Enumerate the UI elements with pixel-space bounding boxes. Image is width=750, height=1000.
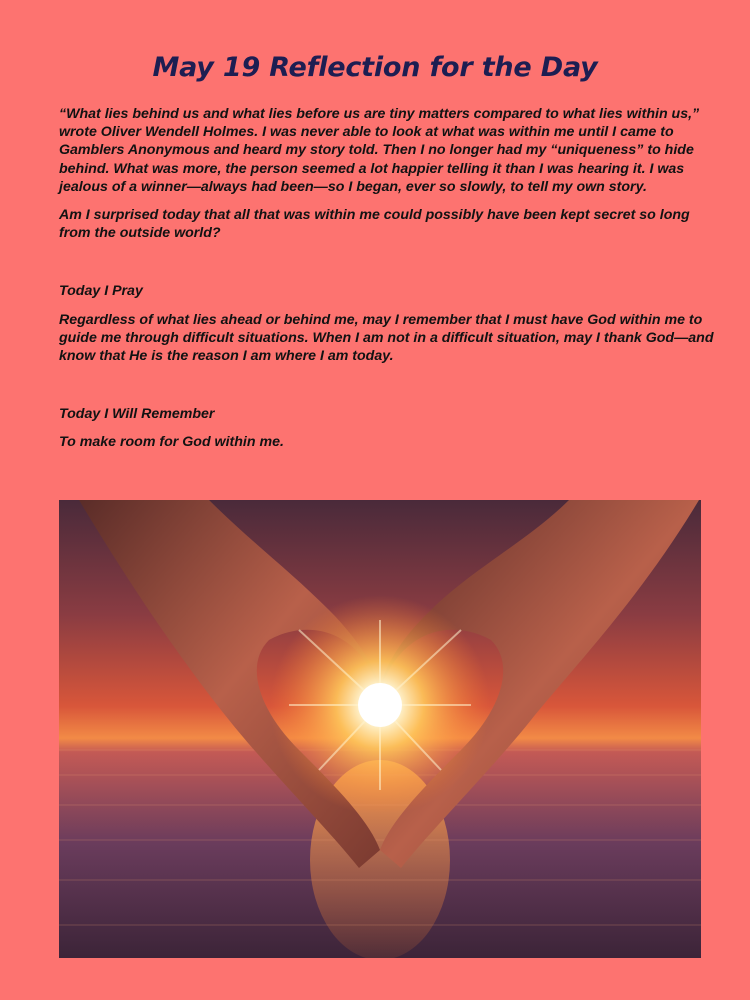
remember-heading: Today I Will Remember bbox=[59, 406, 215, 423]
reflection-content bbox=[59, 105, 715, 452]
prayer-heading: Today I Pray bbox=[59, 283, 143, 300]
heart-hands-sunset-photo bbox=[59, 500, 701, 958]
sun-core bbox=[358, 683, 402, 727]
remember-text: To make room for God within me. bbox=[59, 434, 284, 451]
reflection-paragraph: “What lies behind us and what lies before us are tiny matters compared to what lies within us,” wrote Oliver Wendell Holmes. I was never able to look at what was within me until I came to Gamblers Anonymous and heard my story told. Then I no longer had my “uniqueness” to hide behind. What was more, the person seemed a lot happier telling it than I was hearing it. I was jealous of a winner—always had been—so I began, ever so slowly, to tell my own story. bbox=[59, 106, 700, 195]
reflection-question: Am I surprised today that all that was within me could possibly have been kept secret so long from the outside world? bbox=[59, 207, 690, 242]
page-title: May 19 Reflection for the Day bbox=[152, 52, 598, 83]
prayer-text: Regardless of what lies ahead or behind me, may I remember that I must have God within me to guide me through difficult situations. When I am not in a difficult situation, may I thank God—and know that He is the reason I am where I am today. bbox=[59, 311, 714, 365]
